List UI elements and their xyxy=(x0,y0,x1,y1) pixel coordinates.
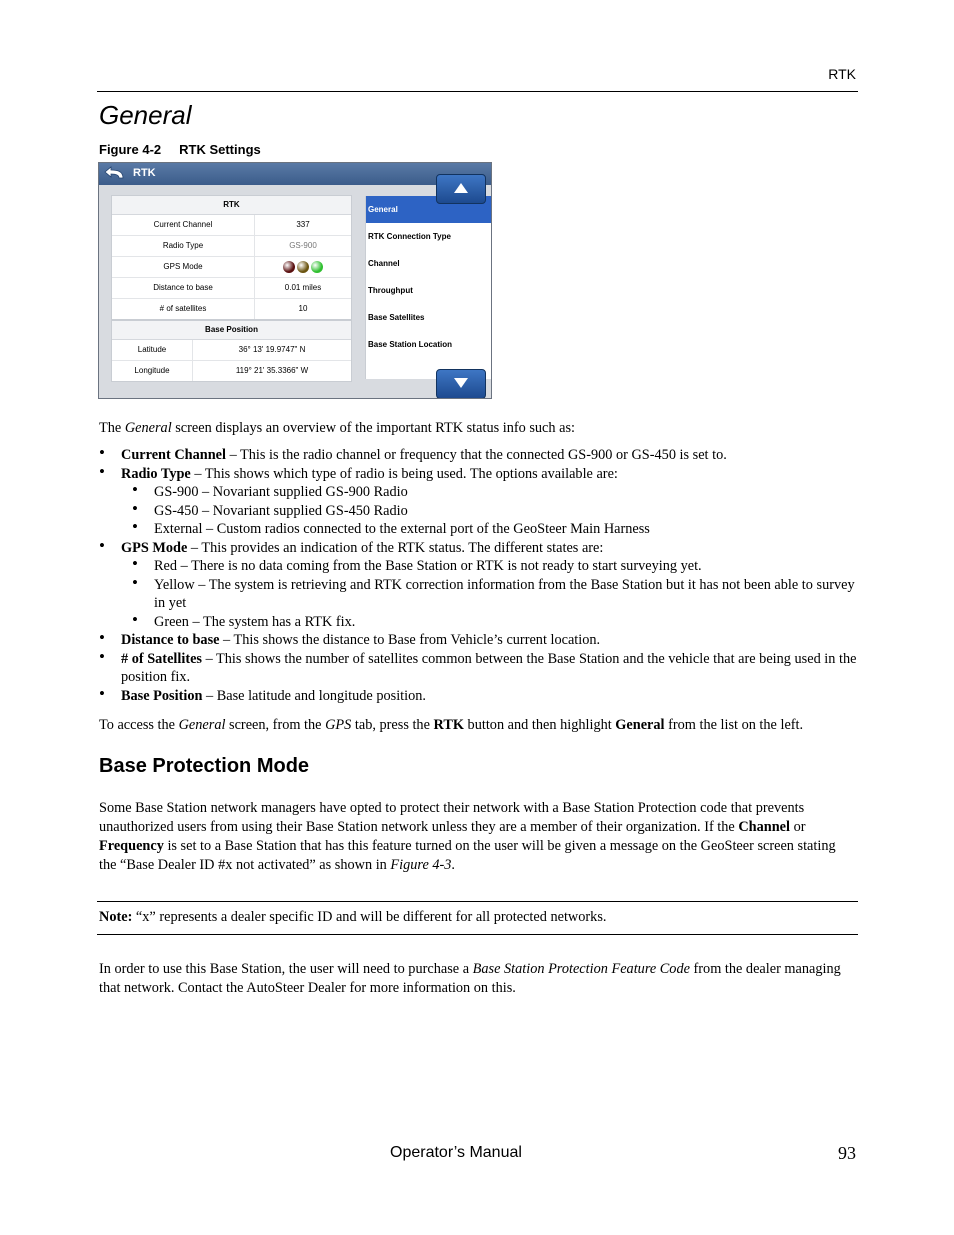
note-top-rule xyxy=(97,901,858,902)
text: To access the xyxy=(99,717,179,733)
base-position-table xyxy=(111,320,352,382)
back-arrow-icon[interactable] xyxy=(103,165,127,181)
base-protection-mode-heading: Base Protection Mode xyxy=(99,755,310,777)
menu-item-channel[interactable]: Channel xyxy=(368,259,400,268)
radio-type-value: GS-900 xyxy=(289,241,317,250)
text: from the list on the left. xyxy=(664,717,804,733)
table-row xyxy=(112,361,351,381)
screen-title: RTK xyxy=(133,167,156,179)
list-item xyxy=(99,631,859,650)
list-item xyxy=(99,465,859,484)
arrow-up-icon xyxy=(453,182,469,194)
sub-list-item: • GS-450 – Novariant supplied GS-450 Radio xyxy=(99,502,859,521)
figure-number: Figure 4-2 xyxy=(99,142,162,157)
closing-paragraph xyxy=(99,960,844,998)
bold: Channel xyxy=(738,819,790,835)
feature-list xyxy=(99,446,859,705)
text: – Base latitude and longitude position. xyxy=(202,687,426,704)
emphasis: Figure 4-3 xyxy=(390,857,452,873)
figure-caption xyxy=(99,142,261,157)
intro-paragraph xyxy=(99,419,859,438)
menu-item-base-station-location[interactable]: Base Station Location xyxy=(368,340,453,349)
text: Some Base Station network managers have opted to protect their network with a Base Station Protection code that prevents unauthorized users from using their Base Station network unless they are a member of their organization. If the xyxy=(99,800,805,835)
rtk-table-header: RTK xyxy=(112,196,351,215)
current-channel-value: 337 xyxy=(296,220,310,229)
distance-value: 0.01 miles xyxy=(284,283,322,292)
section-title: General xyxy=(99,100,192,130)
emphasis: General xyxy=(124,420,172,436)
sub-list-item: • Green – The system has a RTK fix. xyxy=(99,613,859,632)
sub-list-item: • GS-900 – Novariant supplied GS-900 Radio xyxy=(99,483,859,502)
menu-item-throughput[interactable]: Throughput xyxy=(368,286,413,295)
term: Radio Type xyxy=(121,465,191,482)
term: Current Channel xyxy=(121,447,226,463)
longitude-value: 119° 21' 35.3366" W xyxy=(235,366,309,375)
bold: Frequency xyxy=(99,838,164,854)
row-label: Latitude xyxy=(112,340,193,360)
table-row xyxy=(112,215,351,236)
text: – This shows the number of satellites common between the Base Station and the vehicle that are being used in the position fix. xyxy=(121,650,857,685)
access-paragraph xyxy=(99,716,859,735)
list-item xyxy=(99,539,859,558)
text: screen displays an overview of the important RTK status info such as: xyxy=(171,420,576,436)
note-text: “x” represents a dealer specific ID and will be different for all protected networks. xyxy=(132,909,607,925)
rtk-menu-list xyxy=(365,196,492,379)
text: or xyxy=(790,819,806,835)
term: GPS Mode xyxy=(121,539,188,556)
text: The xyxy=(99,420,125,436)
table-row xyxy=(112,299,351,319)
row-label: Current Channel xyxy=(112,215,255,235)
note xyxy=(99,908,859,927)
table-row xyxy=(112,257,351,278)
green-light-icon xyxy=(311,261,323,273)
row-label: # of satellites xyxy=(112,299,255,319)
text: – This shows the distance to Base from Vehicle’s current location. xyxy=(219,632,601,648)
gps-mode-lights xyxy=(255,257,351,277)
emphasis: Base Station Protection Feature Code xyxy=(472,961,690,977)
text: . xyxy=(451,857,455,873)
latitude-value: 36° 13' 19.9747" N xyxy=(238,345,306,354)
sub-list-item: • External – Custom radios connected to the external port of the GeoSteer Main Harness xyxy=(99,520,859,539)
figure-title: RTK Settings xyxy=(179,142,261,157)
bold: General xyxy=(615,717,665,733)
running-head: RTK xyxy=(828,66,856,82)
row-label: Longitude xyxy=(112,361,193,381)
sub-list-item: • Yellow – The system is retrieving and RTK correction information from the Base Station but it has not been able to survey in yet xyxy=(99,576,859,613)
rtk-status-table xyxy=(111,195,352,320)
rtk-screenshot xyxy=(98,162,492,399)
menu-item-rtk-connection-type[interactable]: RTK Connection Type xyxy=(368,232,451,241)
text: In order to use this Base Station, the user will need to purchase a xyxy=(99,961,473,977)
header-rule xyxy=(97,91,858,92)
satellites-value: 10 xyxy=(298,304,308,313)
scroll-down-button[interactable] xyxy=(436,369,486,399)
list-item xyxy=(99,687,859,706)
arrow-down-icon xyxy=(453,377,469,389)
red-light-icon xyxy=(283,261,295,273)
text: is set to a Base Station that has this feature turned on the user will be given a message on the GeoSteer screen stating the “Base Dealer ID #x not activated” as shown in xyxy=(99,838,836,873)
sub-list-item: • Red – There is no data coming from the Base Station or RTK is not ready to start surveying yet. xyxy=(99,557,859,576)
row-label: GPS Mode xyxy=(112,257,255,277)
screen-titlebar xyxy=(99,163,492,185)
table-row xyxy=(112,278,351,299)
note-label: Note: xyxy=(99,909,133,925)
base-table-header: Base Position xyxy=(112,321,351,340)
list-item xyxy=(99,446,859,465)
list-item xyxy=(99,650,859,687)
yellow-light-icon xyxy=(297,261,309,273)
base-protection-paragraph xyxy=(99,799,844,875)
footer-title: Operator’s Manual xyxy=(390,1144,522,1161)
emphasis: GPS xyxy=(325,717,352,733)
row-label: Radio Type xyxy=(112,236,255,256)
table-row xyxy=(112,236,351,257)
text: screen, from the xyxy=(225,717,326,733)
term: # of Satellites xyxy=(121,650,202,667)
note-bottom-rule xyxy=(97,934,858,935)
scroll-up-button[interactable] xyxy=(436,174,486,204)
table-row xyxy=(112,340,351,361)
text: – This provides an indication of the RTK status. The different states are: xyxy=(187,539,604,556)
term: Distance to base xyxy=(121,632,220,648)
row-label: Distance to base xyxy=(112,278,255,298)
text: – This is the radio channel or frequency that the connected GS-900 or GS-450 is set to. xyxy=(226,447,727,463)
text: button and then highlight xyxy=(463,717,616,733)
text: tab, press the xyxy=(351,717,434,733)
emphasis: General xyxy=(178,717,226,733)
menu-item-base-satellites[interactable]: Base Satellites xyxy=(368,313,425,322)
text: from the dealer managing that network. Contact the AutoSteer Dealer for more information on this. xyxy=(99,961,841,996)
bold: RTK xyxy=(433,717,464,733)
menu-item-general[interactable]: General xyxy=(366,196,492,223)
term: Base Position xyxy=(121,687,203,704)
page-number: 93 xyxy=(838,1143,856,1163)
text: – This shows which type of radio is being used. The options available are: xyxy=(190,465,618,482)
